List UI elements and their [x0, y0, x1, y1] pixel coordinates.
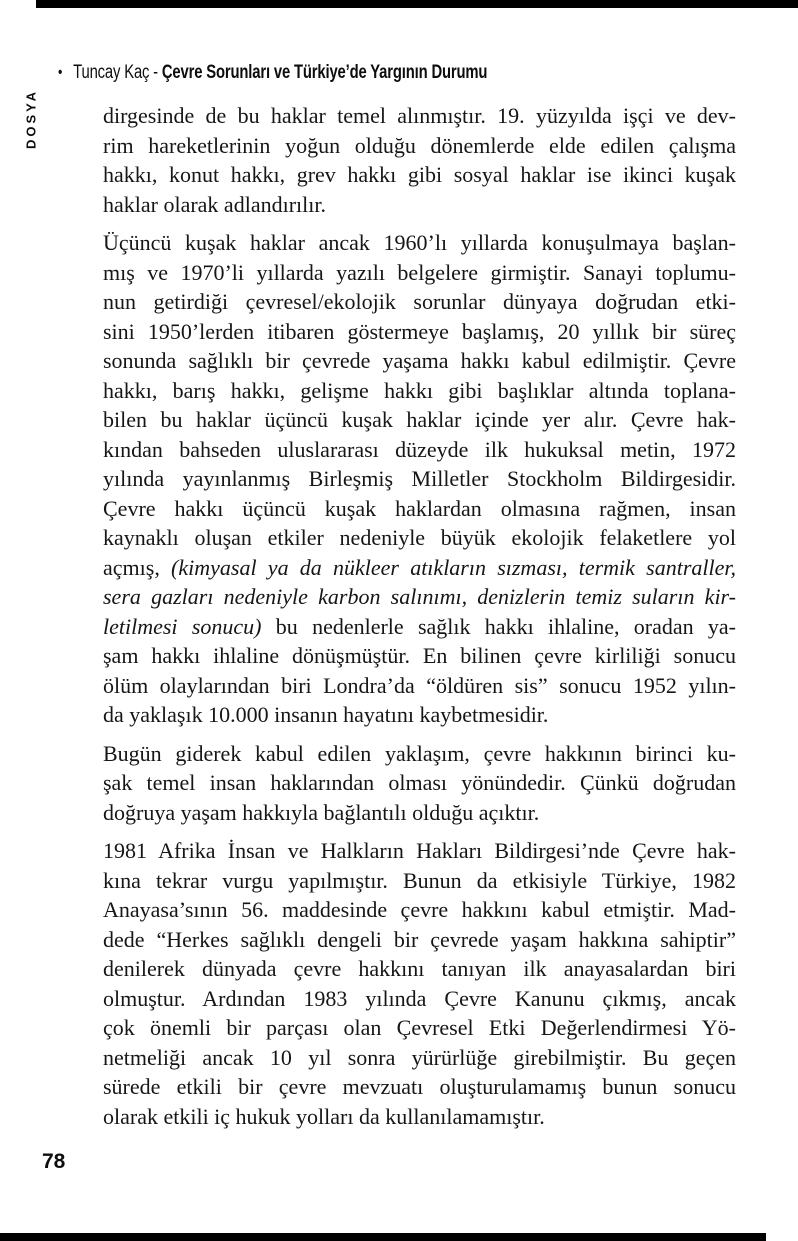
- text-segment: da yaklaşık 10.000 insanın hayatını kaybetmesidir.: [103, 702, 549, 727]
- page-number: 78: [42, 1150, 66, 1173]
- paragraph: [103, 739, 736, 828]
- text-line: [103, 287, 736, 317]
- page-edge-top-bar: [36, 0, 798, 8]
- text-line: [103, 866, 736, 896]
- text-line: [103, 405, 736, 435]
- text-segment: sürede etkili bir çevre mevzuatı oluşturulamamış bunun sonucu: [103, 1074, 736, 1099]
- text-line: [103, 925, 736, 955]
- italic-text-segment: letilmesi sonucu): [103, 613, 262, 639]
- text-segment: mış ve 1970’li yıllarda yazılı belgelere girmiştir. Sanayi toplumu-: [103, 259, 736, 285]
- text-segment: çok önemli bir parçası olan Çevresel Etki Değerlendirmesi Yö-: [103, 1015, 736, 1040]
- paragraph: [103, 228, 736, 730]
- text-segment: şak temel insan haklarından olması yönündedir. Çünkü doğrudan: [103, 770, 736, 795]
- text-segment: rim hareketlerinin yoğun olduğu dönemlerde elde edilen çalışma: [103, 132, 736, 158]
- bullet-icon: •: [58, 64, 63, 81]
- sidebar-section-label: DOSYA: [23, 88, 39, 150]
- text-segment: haklar olarak adlandırılır.: [103, 191, 326, 217]
- text-line: [103, 523, 736, 553]
- text-line: [103, 612, 736, 642]
- header-author: Tuncay Kaç: [73, 62, 150, 83]
- text-segment: Anayasa’sının 56. maddesinde çevre hakkını kabul etmiştir. Mad-: [103, 897, 736, 922]
- text-segment: açmış,: [103, 554, 172, 580]
- text-segment: yılında yayınlanmış Birleşmiş Milletler Stockholm Bildirgesidir.: [103, 466, 736, 491]
- text-line: [103, 101, 736, 131]
- text-line: [103, 258, 736, 288]
- text-line: [103, 895, 736, 925]
- header-title: Çevre Sorunları ve Türkiye’de Yargının Durumu: [161, 62, 488, 83]
- text-segment: bilen bu haklar üçüncü kuşak haklar içinde yer alır. Çevre hak-: [103, 407, 736, 432]
- running-header: [58, 62, 487, 84]
- text-segment: 1981 Afrika İnsan ve Halkların Hakları Bildirgesi’nde Çevre hak-: [103, 838, 736, 863]
- text-segment: netmeliği ancak 10 yıl sonra yürürlüğe girebilmiştir. Bu geçen: [103, 1044, 736, 1070]
- page-edge-bottom-bar: [0, 1233, 766, 1241]
- text-segment: ölüm olaylarından biri Londra’da “öldüren sis” sonucu 1952 yılın-: [103, 672, 736, 698]
- text-line: [103, 346, 736, 376]
- text-line: [103, 671, 736, 701]
- text-line: [103, 1102, 736, 1132]
- text-segment: olmuştur. Ardından 1983 yılında Çevre Kanunu çıkmış, ancak: [103, 985, 736, 1011]
- text-segment: dirgesinde de bu haklar temel alınmıştır. 19. yüzyılda işçi ve dev-: [103, 103, 736, 128]
- paragraph: [103, 836, 736, 1131]
- text-segment: hakkı, barış hakkı, gelişme hakkı gibi başlıklar altında toplana-: [103, 377, 736, 403]
- text-line: [103, 582, 736, 612]
- text-line: [103, 739, 736, 769]
- text-segment: kından bahseden uluslararası düzeyde ilk hukuksal metin, 1972: [103, 436, 736, 462]
- text-segment: denilerek dünyada çevre hakkını tanıyan ilk anayasalardan biri: [103, 956, 736, 981]
- italic-text-segment: sera gazları nedeniyle karbon salınımı, denizlerin temiz suların kir-: [103, 584, 736, 609]
- text-segment: dede “Herkes sağlıklı dengeli bir çevrede yaşam hakkına sahiptir”: [103, 926, 736, 952]
- text-segment: nun getirdiği çevresel/ekolojik sorunlar dünyaya doğrudan etki-: [103, 289, 736, 314]
- text-line: [103, 1043, 736, 1073]
- text-segment: hakkı, konut hakkı, grev hakkı gibi sosyal haklar ise ikinci kuşak: [103, 162, 736, 187]
- header-separator: -: [153, 62, 158, 83]
- sidebar-section-label-wrap: [14, 88, 48, 150]
- text-segment: sini 1950’lerden itibaren göstermeye başlamış, 20 yıllık bir süreç: [103, 318, 736, 344]
- text-line: [103, 954, 736, 984]
- text-line: [103, 376, 736, 406]
- text-segment: kaynaklı oluşan etkiler nedeniyle büyük ekolojik felaketlere yol: [103, 525, 736, 550]
- text-line: [103, 494, 736, 524]
- text-line: [103, 131, 736, 161]
- text-line: [103, 768, 736, 798]
- text-line: [103, 984, 736, 1014]
- text-segment: olarak etkili iç hukuk yolları da kullanılamamıştır.: [103, 1103, 545, 1129]
- text-segment: doğruya yaşam hakkıyla bağlantılı olduğu açıktır.: [103, 799, 540, 825]
- text-segment: Bugün giderek kabul edilen yaklaşım, çevre hakkının birinci ku-: [103, 740, 736, 766]
- text-segment: kına tekrar vurgu yapılmıştır. Bunun da etkisiyle Türkiye, 1982: [103, 867, 736, 893]
- text-line: [103, 435, 736, 465]
- body-text: [103, 101, 736, 1140]
- text-line: [103, 798, 736, 828]
- text-line: [103, 836, 736, 866]
- text-segment: şam hakkı ihlaline dönüşmüştür. En bilinen çevre kirliliği sonucu: [103, 643, 736, 668]
- text-line: [103, 553, 736, 583]
- text-line: [103, 1013, 736, 1043]
- text-line: [103, 641, 736, 671]
- text-line: [103, 464, 736, 494]
- text-segment: sonunda sağlıklı bir çevrede yaşama hakkı kabul edilmiştir. Çevre: [103, 348, 736, 373]
- text-line: [103, 317, 736, 347]
- text-segment: Çevre hakkı üçüncü kuşak haklardan olmasına rağmen, insan: [103, 495, 736, 521]
- text-line: [103, 228, 736, 258]
- text-line: [103, 700, 736, 730]
- text-line: [103, 1072, 736, 1102]
- italic-text-segment: (kimyasal ya da nükleer atıkların sızması, termik santraller,: [171, 554, 736, 580]
- text-segment: bu nedenlerle sağlık hakkı ihlaline, oradan ya-: [261, 613, 736, 639]
- paragraph: [103, 101, 736, 219]
- text-line: [103, 190, 736, 220]
- text-line: [103, 160, 736, 190]
- text-segment: Üçüncü kuşak haklar ancak 1960’lı yıllarda konuşulmaya başlan-: [103, 230, 736, 255]
